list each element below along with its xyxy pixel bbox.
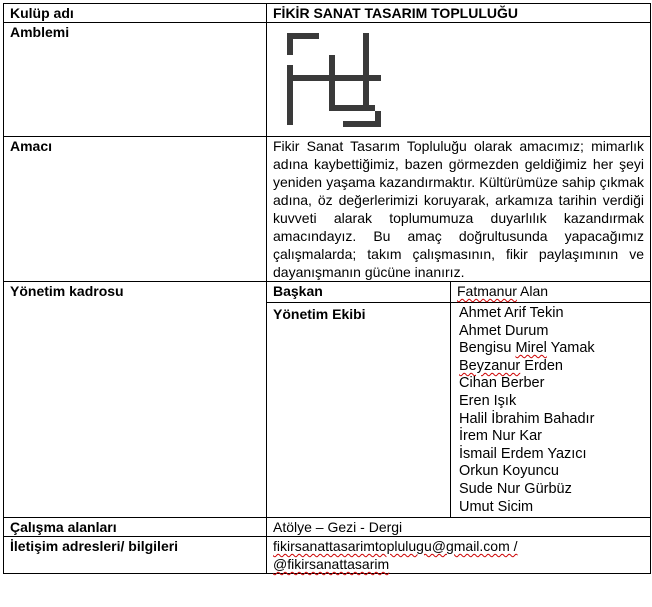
contact-handle: @fikirsanattasarim: [273, 556, 390, 573]
emblem-cell: [267, 23, 651, 137]
member-name-part: Beyzanur: [459, 357, 521, 374]
row-work-areas: [4, 518, 651, 537]
president-first-name: Fatmanur: [457, 283, 517, 299]
list-item: Ahmet Durum: [459, 322, 549, 339]
list-item: Halil İbrahim Bahadır: [459, 410, 595, 427]
list-item: İrem Nur Kar: [459, 428, 542, 445]
board-label: Yönetim Ekibi: [267, 303, 451, 518]
row-contact: [4, 537, 651, 574]
row-emblem: [4, 23, 651, 137]
club-name-label: Kulüp adı: [4, 4, 267, 23]
president-label: Başkan: [267, 282, 451, 303]
list-item: İsmail Erdem Yazıcı: [459, 445, 587, 462]
board-members-list: [451, 303, 651, 518]
list-item: Bengisu Mirel Yamak: [459, 340, 595, 357]
fs-logo-icon: [277, 29, 387, 133]
list-item: Sude Nur Gürbüz: [459, 480, 572, 497]
purpose-text: Fikir Sanat Tasarım Topluluğu olarak amacımız; mimarlık adına kaybettiğimiz, bazen görmezden geldiğimiz her şeyi yeniden yaşama kazandırmaktır. Kültürümüze sahip çıkmak adına, öz değerlerimizi koruyarak, arkamıza tarihin verdiği kuvveti alarak toplumumuza duyarlılık kazandırmak amacındayız. Bu amaç doğrultusunda yapacağımız çalışmalarda; takım çalışmasının, fikir paylaşımının ve dayanışmanın gücüne inanırız.: [267, 137, 651, 282]
president-name: [451, 282, 651, 303]
list-item: Ahmet Arif Tekin: [459, 305, 564, 321]
club-info-table: [3, 3, 651, 574]
member-name-part: Mirel: [515, 340, 547, 357]
contact-email: fikirsanattasarimtoplulugu@gmail.com /: [273, 538, 518, 555]
president-last-name: Alan: [516, 283, 549, 299]
purpose-label: Amacı: [4, 137, 267, 282]
text-cursor-mark: [650, 144, 651, 156]
list-item: Umut Sicim: [459, 498, 534, 515]
emblem-label: Amblemi: [4, 23, 267, 137]
row-purpose: [4, 137, 651, 282]
list-item: Cihan Berber: [459, 375, 545, 392]
work-areas-label: Çalışma alanları: [4, 518, 267, 537]
list-item: Orkun Koyuncu: [459, 463, 559, 480]
contact-label: İletişim adresleri/ bilgileri: [4, 537, 267, 574]
work-areas-value: Atölye – Gezi - Dergi: [267, 518, 651, 537]
list-item: Eren Işık: [459, 392, 517, 409]
row-club-name: [4, 4, 651, 23]
row-president: [4, 282, 651, 303]
management-label: Yönetim kadrosu: [4, 282, 267, 518]
club-name-value: FİKİR SANAT TASARIM TOPLULUĞU: [267, 4, 651, 23]
contact-value: [267, 537, 651, 574]
list-item: Beyzanur Erden: [459, 357, 563, 374]
